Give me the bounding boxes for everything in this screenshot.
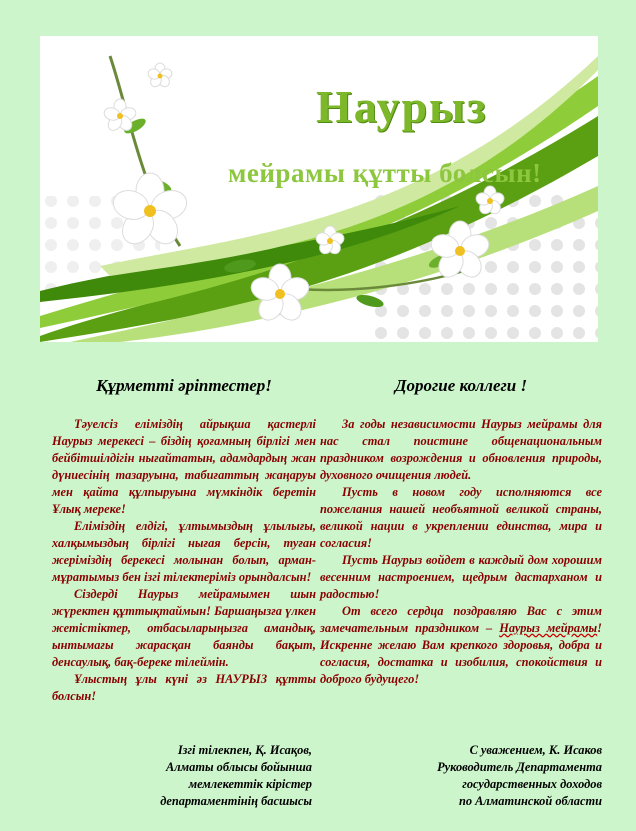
kazakh-heading: Құрметті әріптестер! — [96, 376, 272, 395]
kazakh-paragraph: Еліміздің елдігі, ұлтымыздың ұлылығы, халқымыздың бірлігі нығая берсін, туған жеріміздің берекесі молынан болып, арман-мұратымыз бен ізгі тілектеріміз орындалсын! — [52, 519, 316, 584]
kazakh-paragraph: Тәуелсіз еліміздің айрықша қастерлі Наурыз мерекесі – біздің қоғамның бірлігі мен бейбітшілдігін нығайтатын, адамдардың жан дүниесінің тазаруына, табиғаттың жаңаруы мен қайта құлпыруына мүмкіндік беретін Ұлық мереке! — [52, 417, 316, 516]
last-paragraph-end: ! Искренне желаю Вам крепкого здоровья, добра и согласия, достатка и изобилия, спокойствия и доброго будущего! — [320, 621, 602, 686]
russian-paragraph: Пусть Наурыз войдет в каждый дом хорошим весенним настроением, щедрым дастарханом и радостью! — [320, 553, 602, 601]
signature-line: Руководитель Департамента — [437, 760, 602, 774]
signature-line: мемлекеттік кірістер — [188, 777, 312, 791]
kazakh-paragraph: Ұлыстың ұлы күні әз НАУРЫЗ құтты болсын! — [52, 672, 316, 703]
banner-title: Наурыз — [316, 81, 488, 132]
signature-line: департаментінің басшысы — [160, 794, 312, 808]
signature-line: Ізгі тілекпен, Қ. Исақов, — [177, 743, 312, 757]
russian-paragraph: За годы независимости Наурыз мейрамы для нас стал поистине общенациональным праздником возрождения и обновления природы, духовного очищения людей. — [320, 417, 602, 482]
kazakh-greeting-column — [52, 376, 316, 705]
signature-line: С уважением, К. Исаков — [469, 743, 602, 757]
signature-line: государственных доходов — [462, 777, 602, 791]
russian-paragraph: Пусть в новом году исполняются все пожелания нашей необъятной великой страны, великой нации в укреплении единства, мира и согласия! — [320, 485, 602, 550]
signature-line: Алматы облысы бойынша — [166, 760, 312, 774]
russian-paragraph-last — [320, 603, 602, 688]
banner-subtitle: мейрамы құтты болсын! — [228, 158, 542, 188]
russian-heading: Дорогие коллеги ! — [394, 376, 528, 395]
holiday-name-highlight: Наурыз мейрамы — [499, 621, 598, 635]
russian-signature — [330, 742, 602, 810]
last-paragraph-start: От всего сердца поздравляю Вас с этим замечательным праздником – — [320, 604, 602, 635]
kazakh-paragraph: Сіздерді Наурыз мейрамымен шын жүректен құттықтаймын! Баршаңызға үлкен жетістіктер, отбасыларыңызға амандық, ынтымағы жарасқан баянды бақыт, денсаулық, бақ-береке тілеймін. — [52, 587, 316, 669]
russian-greeting-column — [320, 376, 602, 688]
kazakh-signature — [60, 742, 312, 810]
signature-line: по Алматинской области — [458, 794, 602, 808]
greeting-banner — [40, 36, 598, 342]
